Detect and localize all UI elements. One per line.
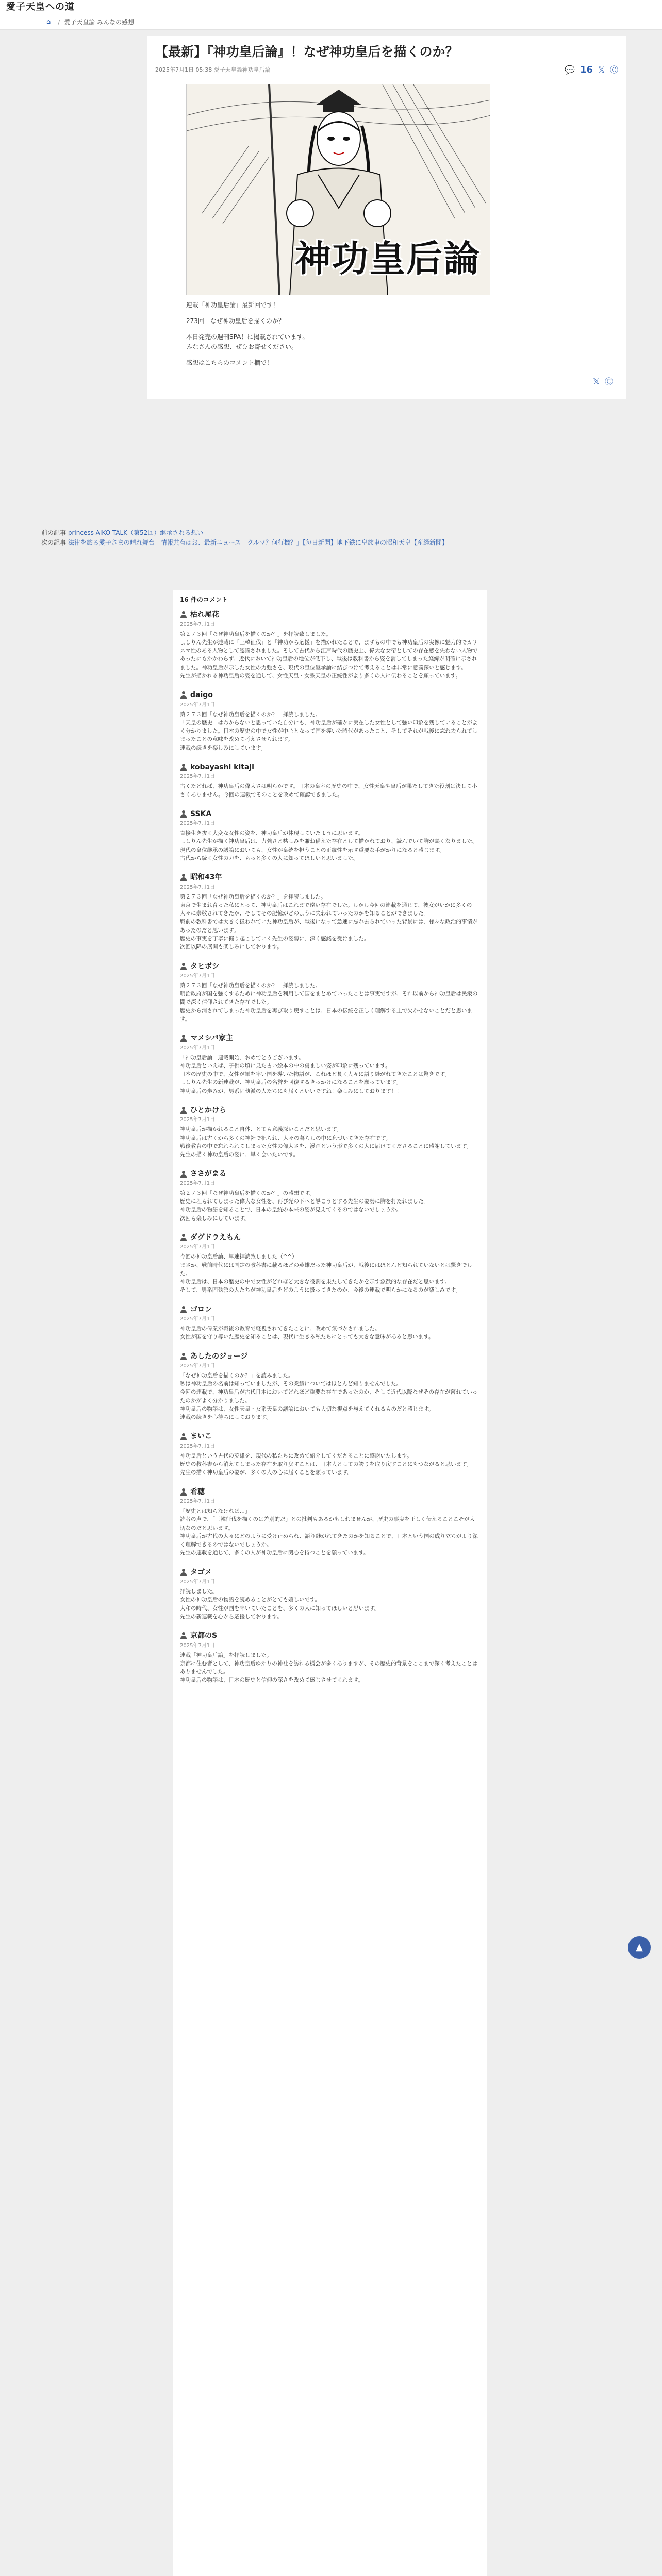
comment-item (180, 609, 480, 680)
person-icon (180, 810, 187, 818)
article-body (186, 300, 618, 368)
comment-date: 2025年7月1日 (180, 702, 216, 708)
comment-author-name: SSKA (190, 809, 212, 818)
comment-author (180, 689, 480, 701)
comment-item (180, 1486, 480, 1557)
comment-date: 2025年7月1日 (180, 1117, 216, 1123)
comment-item (180, 1351, 480, 1422)
comment-author-name: ささがまる (190, 1170, 226, 1178)
comment-author-name: daigo (190, 691, 213, 700)
facebook-icon[interactable]: Ⓒ (604, 377, 613, 387)
comment-author (180, 1431, 480, 1442)
comment-date: 2025年7月1日 (180, 973, 216, 979)
comment-list (180, 609, 480, 1684)
twitter-icon[interactable]: 𝕏 (593, 377, 600, 387)
comment-author-name: kobayashi kitaji (190, 762, 254, 771)
comment-item (180, 1032, 480, 1095)
next-post (41, 538, 448, 548)
paragraph: 273回 なぜ神功皇后を描くのか？ (186, 317, 285, 325)
comment-author (180, 1032, 480, 1044)
comment-item (180, 1630, 480, 1684)
comment-author (180, 1105, 480, 1116)
comment-author-name: タゴメ (190, 1568, 212, 1577)
comment-author (180, 1486, 480, 1498)
comment-author (180, 808, 480, 820)
comment-author (180, 1630, 480, 1641)
comment-author (180, 961, 480, 972)
site-logo[interactable]: 愛子天皇への道 (6, 2, 75, 13)
person-icon (180, 691, 187, 699)
person-icon (180, 1569, 187, 1576)
scroll-to-top-button[interactable] (628, 1936, 651, 1959)
comment-item (180, 1168, 480, 1222)
breadcrumb-separator: / (58, 18, 60, 26)
person-icon (180, 963, 187, 970)
comment-date: 2025年7月1日 (180, 1363, 216, 1369)
home-icon[interactable]: ⌂ (46, 18, 51, 26)
person-icon (180, 1306, 187, 1313)
comment-author (180, 609, 480, 620)
comment-body: 第２７３回「なぜ神功皇后を描くのか？」拝読しました。 明治政府が国を強くするために神功皇后を利用して国をまとめていったことは事実ですが、それ以前から神功皇后は民衆の間で深く信仰されてきた存在でした。 歴史から消されてしまった神功皇后を再び取り戻すことは、日本の伝統を正しく理解する上で欠かせないことだと思います。 (180, 982, 478, 1022)
bottom-share-bar (155, 375, 618, 388)
comment-date: 2025年7月1日 (180, 1443, 216, 1449)
breadcrumb (0, 15, 662, 30)
comment-date: 2025年7月1日 (180, 1579, 216, 1585)
person-icon (180, 1632, 187, 1639)
comment-date: 2025年7月1日 (180, 1244, 216, 1250)
comment-item (180, 1105, 480, 1159)
comment-author-name: まいこ (190, 1432, 212, 1441)
comment-item (180, 961, 480, 1024)
person-icon (180, 611, 187, 618)
next-post-label: 次の記事 (41, 539, 67, 547)
comment-author (180, 1567, 480, 1578)
comment-date: 2025年7月1日 (180, 821, 216, 827)
comment-body: 「なぜ神功皇后を描くのか？」を読みました。 私は神功皇后の名前は知っていましたが、その業績についてはほとんど知りませんでした。 今回の連載で、神功皇后が古代日本においてどれほど重要な存在であったのか、そして近代以降なぜその存在が薄れていったのかがよく分かりました。 神功皇后の物語は、女性天皇・女系天皇の議論においても大切な視点を与えてくれるものだと感じます。 連載の続きを心待ちにしております。 (180, 1372, 478, 1421)
person-icon (180, 1353, 187, 1360)
comment-body: 拝読しました。 女性の神功皇后の物語を読めることがとても嬉しいです。 大和の時代、女性が国を率いていたことを、多くの人に知ってほしいと思います。 先生の新連載を心から応援しております。 (180, 1588, 380, 1620)
comment-author-name: 昭和43年 (190, 873, 222, 882)
arrow-up-icon: ▲ (636, 1941, 643, 1953)
next-post-link[interactable]: 法律を旅る愛子さまの晴れ舞台 情報共有はお、最新ニュース「クルマ？何行機？」【毎日新聞】地下鉄に皇族車の昭和天皇【産経新聞】 (68, 539, 448, 547)
comment-item (180, 1304, 480, 1342)
comment-author (180, 1304, 480, 1315)
comment-author (180, 872, 480, 883)
person-icon (180, 1488, 187, 1496)
hero-title: 神功皇后論 (295, 236, 481, 280)
twitter-icon[interactable]: 𝕏 (598, 65, 605, 75)
article-title: 【最新】『神功皇后論』！なぜ神功皇后を描くのか？ (155, 44, 458, 59)
comment-author (180, 1232, 480, 1243)
comment-body: 神功皇后が描かれること自体、とても意義深いことだと思います。 神功皇后は古くから多くの神社で祀られ、人々の暮らしの中に息づいてきた存在です。 戦後教育の中で忘れられてしまった女性の偉大さを、漫画という形で多くの人に届けてくださることに感謝しています。 先生の描く神功皇后の姿に、早く会いたいです。 (180, 1126, 472, 1158)
comment-body: 連載「神功皇后論」を拝読しました。 京都に住む者として、神功皇后ゆかりの神社を訪れる機会が多くありますが、その歴史的背景をここまで深く考えたことはありませんでした。 神功皇后の物語は、日本の歴史と信仰の深さを改めて感じさせてくれます。 (180, 1652, 478, 1684)
comment-body: 古くたどれば、神功皇后の偉大さは明らかです。日本の皇室の歴史の中で、女性天皇や皇后が果たしてきた役割は決して小さくありません。今回の連載でそのことを改めて確認できました。 (180, 783, 477, 798)
comment-item (180, 689, 480, 752)
post-navigation (41, 528, 448, 548)
comment-date: 2025年7月1日 (180, 1045, 216, 1051)
comment-author-name: ゴロン (190, 1305, 212, 1314)
article-meta-row (155, 63, 618, 78)
paragraph: 本日発売の週刊SPA！に掲載されています。 みなさんの感想、ぜひお寄せください。 (186, 333, 309, 351)
prev-post-link[interactable]: princess AIKO TALK（第52回）継承される想い (68, 529, 204, 536)
comments-section (173, 590, 487, 2576)
comment-body: 神功皇后の偉業が戦後の教育で軽視されてきたことに、改めて気づかされました。 女性が国を守り導いた歴史を知ることは、現代に生きる私たちにとっても大きな意味があると思います。 (180, 1325, 434, 1341)
comments-header: 16 件のコメント (180, 596, 228, 603)
comment-date: 2025年7月1日 (180, 1642, 216, 1649)
comment-author (180, 1168, 480, 1179)
person-icon (180, 1171, 187, 1178)
comment-body: 第２７３回「なぜ神功皇后を描くのか？」の感想です。 歴史に埋もれてしまった偉大な女性を、再び光の下へと導こうとする先生の姿勢に胸を打たれました。 神功皇后の物語を知ることで、日本の皇統の本来の姿が見えてくるのではないでしょうか。 次回も楽しみにしています。 (180, 1190, 429, 1222)
comment-author-name: タヒボシ (190, 962, 219, 971)
site-header (0, 0, 662, 15)
prev-post-label: 前の記事 (41, 529, 67, 536)
person-icon (180, 1433, 187, 1440)
comment-body: 「歴史とは知らなければ…」 読者の声で、「三韓征伐を描くのは差別的だ」との批判もあるかもしれませんが、歴史の事実を正しく伝えることこそが大切なのだと思います。 神功皇后が古代の人々にどのように受け止められ、語り継がれてきたのかを知ることで、日本という国の成り立ちがより深く理解できるのではないでしょうか。 先生の連載を通じて、多くの人が神功皇后に関心を持つことを願っています。 (180, 1508, 478, 1556)
comment-author-name: 枯れ尾花 (190, 611, 219, 619)
comment-icon[interactable]: 💬 (565, 65, 575, 75)
comment-item (180, 872, 480, 951)
prev-post (41, 528, 448, 538)
person-icon (180, 764, 187, 771)
comment-body: 今回の神功皇后論、早速拝読致しました（^^） まさか、戦前時代には国定の教科書に載るほどの英雄だった神功皇后が、戦後にはほとんど知られていないとは驚きでした。 神功皇后は、日本の歴史の中で女性がどれほど大きな役割を果たしてきたかを示す象徴的な存在だと思います。 そして、男系固執派の人たちが神功皇后をどのように扱ってきたのか、今後の連載で明らかになるのが楽しみです。 (180, 1253, 472, 1294)
comment-author-name: マメシバ家主 (190, 1034, 234, 1043)
comment-body: 「神功皇后論」連載開始、おめでとうございます。 神功皇后といえば、子供の頃に見た古い絵本の中の勇ましい姿が印象に残っています。 日本の歴史の中で、女性が軍を率い国を導いた物語が、これほど長く人々に語り継がれてきたことは驚きです。 よしりん先生の新連載が、神功皇后の名誉を回復するきっかけになることを願っています。 神功皇后の歩みが、男系固執派の人たちにも届くといいですね！楽しみにしております！！ (180, 1054, 450, 1094)
facebook-icon[interactable]: Ⓒ (609, 65, 618, 75)
paragraph: 連載「神功皇后論」最新回です！ (186, 301, 279, 309)
comment-author-name: あしたのジョージ (190, 1352, 248, 1361)
comment-item (180, 808, 480, 862)
comment-date: 2025年7月1日 (180, 774, 216, 780)
comment-author-name: ダグドラえもん (190, 1233, 241, 1242)
comment-date: 2025年7月1日 (180, 1316, 216, 1322)
comment-date: 2025年7月1日 (180, 621, 216, 628)
comment-date: 2025年7月1日 (180, 884, 216, 890)
comment-item (180, 1431, 480, 1477)
person-icon (180, 1234, 187, 1241)
breadcrumb-item[interactable]: 愛子天皇論 みんなの感想 (64, 18, 135, 26)
comment-body: 直接生き抜く大変な女性の姿を、神功皇后が体現していたように思います。 よしりん先生が描く神功皇后は、力強さと慈しみを兼ね備えた存在として描かれており、読んでいて胸が熱くなりました。 現代の皇位継承の議論においても、女性が皇統を担うことの正統性を示す重要な手がかりになると感じます。 古代から続く女性の力を、もっと多くの人に知ってほしいと思いました。 (180, 830, 478, 861)
comment-author (180, 1351, 480, 1362)
comment-author (180, 761, 480, 773)
comment-date: 2025年7月1日 (180, 1180, 216, 1187)
share-bar (565, 63, 618, 78)
comment-author-name: 京都のS (190, 1632, 218, 1640)
hero-image (186, 84, 490, 295)
paragraph: 感想はこちらのコメント欄で！ (186, 359, 273, 367)
article-meta: 2025年7月1日 05:38 愛子天皇論神功皇后論 (155, 66, 271, 74)
person-icon (180, 1107, 187, 1114)
comment-count[interactable]: 16 (580, 64, 593, 75)
comment-body: 第２７３回「なぜ神功皇后を描くのか？」を拝読しました。 東京で生まれ育った私にとって、神功皇后はこれまで遠い存在でした。しかし今回の連載を通じて、彼女がいかに多くの人々に崇敬されてきたか、そしてその記憶がどのように失われていったのかを知ることができました。 戦前の教科書では大きく扱われていた神功皇后が、戦後になって急速に忘れ去られていった背景には、様々な政治的事情があったのだと思います。 歴史の事実を丁寧に掘り起こしていく先生の姿勢に、深く感銘を受けました。 次回以降の展開も楽しみにしております。 (180, 893, 478, 951)
comment-body: 第２７３回「なぜ神功皇后を描くのか？」を拝読致しました。 よしりん先生が連載に「三韓征伐」と「神功から応援」を描かれたことで、まずもの中でも神功皇后の実像に魅力的でカリスマ性のある人物として認識されました。そして古代から江戸時代の歴史上、偉大な女帝としての存在感を失わない人物であったにもかかわらず、近代において神功皇后の地位が低下し、戦後は教科書から姿を消してしまった経緯が明確に示されました。神功皇后が示した女性の力強さを、現代の皇位継承論に結びつけて考えることは非常に意義深いと感じます。 先生が描かれる神功皇后の姿を通して、女性天皇・女系天皇の正統性がより多くの人に伝わることを願っています。 (180, 631, 478, 679)
comment-author-name: 希穂 (190, 1487, 205, 1496)
person-icon (180, 1035, 187, 1042)
comment-date: 2025年7月1日 (180, 1499, 216, 1505)
person-icon (180, 874, 187, 881)
comment-author-name: ひとかけら (190, 1106, 226, 1114)
comment-item (180, 1232, 480, 1295)
comment-item (180, 761, 480, 799)
article (147, 36, 626, 399)
comment-item (180, 1567, 480, 1621)
comment-body: 神功皇后という古代の英雄を、現代の私たちに改めて紹介してくださることに感謝いたします。 歴史の教科書から消えてしまった存在を取り戻すことは、日本人としての誇りを取り戻すことにもつながると思います。 先生の描く神功皇后の姿が、多くの人の心に届くことを願っています。 (180, 1452, 472, 1476)
comment-body: 第２７３回「なぜ神功皇后を描くのか？」拝読しました。 「天皇の歴史」はわからないと思っていた自分にも、神功皇后が確かに実在した女性として強い印象を残していることがよく分かりました。日本の歴史の中で女性が中心となって国を導いた時代があったこと、そしてそれが戦後に忘れ去られてしまったことの意味を改めて考えさせられます。 連載の続きを楽しみにしています。 (180, 711, 478, 751)
